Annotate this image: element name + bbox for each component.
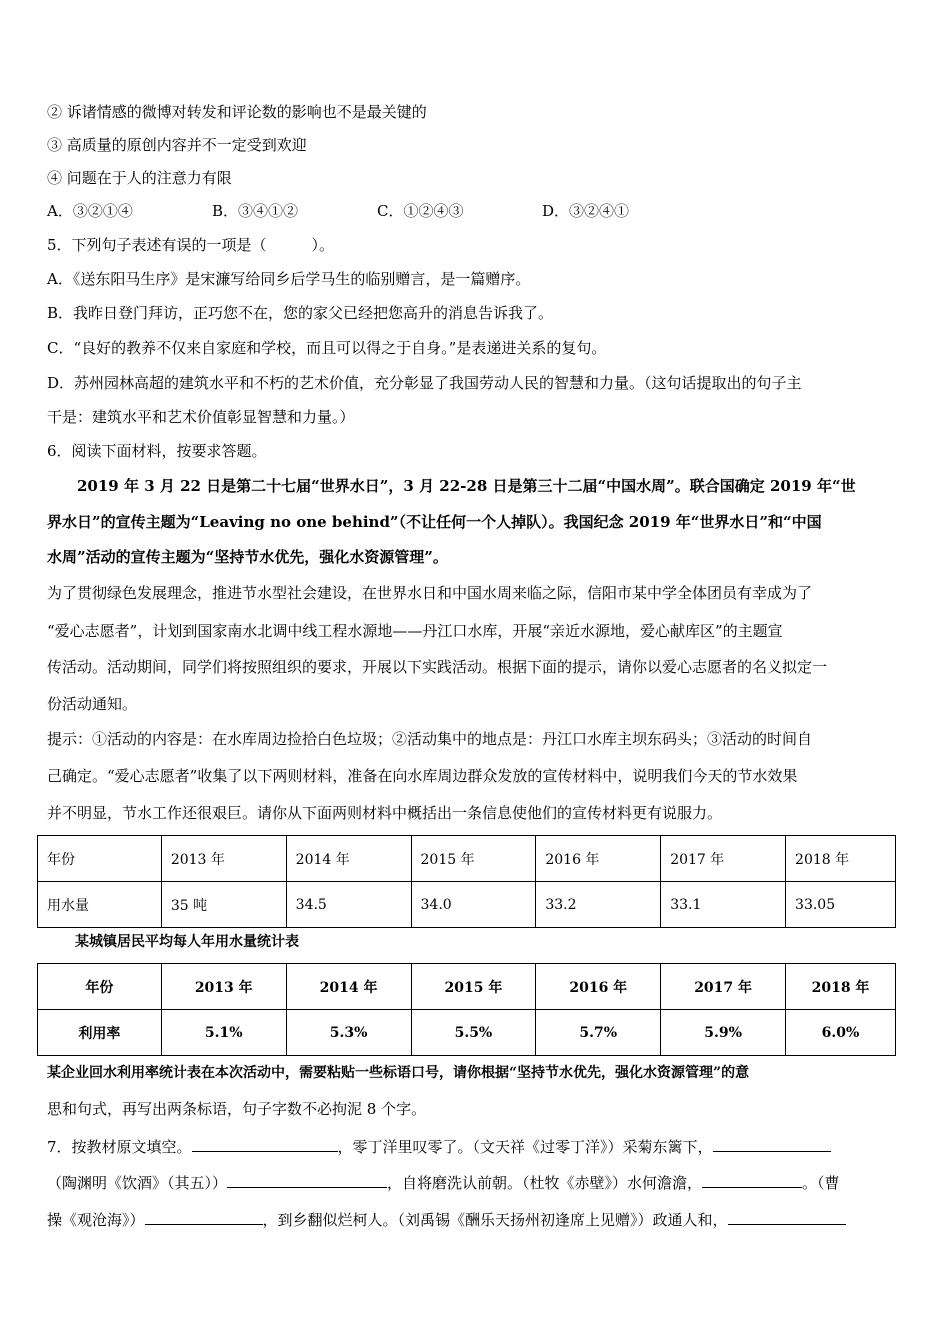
- question-7-text: 。（曹: [802, 1174, 840, 1192]
- table-cell: 5.1%: [161, 1010, 286, 1056]
- table-2-caption-and-task-line1: 某企业回水利用率统计表在本次活动中，需要粘贴一些标语口号，请你根据“坚持节水优先，强化水资源管理”的意: [47, 1065, 750, 1081]
- table-cell: 5.7%: [536, 1010, 661, 1056]
- table-cell: 2017 年: [661, 964, 786, 1010]
- task-line2: 思和句式，再写出两条标语，句子字数不必拘泥 8 个字。: [47, 1100, 427, 1118]
- table-cell: 用水量: [38, 882, 162, 928]
- question-7-stem: 7．按教材原文填空。: [47, 1138, 192, 1156]
- hint-line3: 并不明显，节水工作还很艰巨。请你从下面两则材料中概括出一条信息使他们的宣传材料更有说服力。: [47, 804, 723, 822]
- table-cell: 2013 年: [161, 964, 286, 1010]
- table-cell: 2016 年: [536, 836, 661, 882]
- table-cell: 33.1: [661, 882, 786, 928]
- option-c: C．①②④③: [377, 202, 464, 220]
- hint-line1: 提示：①活动的内容是：在水库周边捡拾白色垃圾；②活动集中的地点是：丹江口水库主坝东码头；③活动的时间自: [47, 730, 813, 748]
- question-5-option-d-line2: 干是：建筑水平和艺术价值彰显智慧和力量。）: [47, 408, 355, 426]
- question-5-option-d-line1: D．苏州园林高超的建筑水平和不朽的艺术价值，充分彰显了我国劳动人民的智慧和力量。（这句话提取出的句子主: [47, 374, 802, 392]
- statement-4: ④ 问题在于人的注意力有限: [47, 169, 232, 187]
- table-cell: 年份: [38, 964, 162, 1010]
- water-recycling-table: [37, 963, 896, 1056]
- question-5-option-b: B．我昨日登门拜访，正巧您不在，您的家父已经把您高升的消息告诉我了。: [47, 304, 554, 322]
- table-cell: 2014 年: [286, 836, 411, 882]
- fill-blank-5[interactable]: [145, 1208, 263, 1225]
- statement-2: ② 诉诸情感的微博对转发和评论数的影响也不是最关键的: [47, 103, 427, 121]
- table-cell: 5.9%: [661, 1010, 786, 1056]
- question-7-text: ，零丁洋里叹零了。（文天祥《过零丁洋》）采菊东篱下，: [337, 1138, 713, 1156]
- fill-blank-4[interactable]: [702, 1171, 802, 1188]
- table-cell: 2016 年: [536, 964, 661, 1010]
- material-paragraph-2-line1: 为了贯彻绿色发展理念，推进节水型社会建设，在世界水日和中国水周来临之际，信阳市某中学全体团员有幸成为了: [47, 584, 813, 602]
- water-usage-table: [37, 835, 896, 928]
- table-row: [38, 836, 896, 882]
- table-row: [38, 882, 896, 928]
- table-row: [38, 964, 896, 1010]
- question-6: 6．阅读下面材料，按要求答题。: [47, 442, 267, 460]
- table-cell: 2015 年: [411, 964, 536, 1010]
- table-cell: 34.5: [286, 882, 411, 928]
- table-cell: 2017 年: [661, 836, 786, 882]
- question-7-text: ，自将磨洗认前朝。（杜牧《赤壁》）水何澹澹，: [387, 1174, 703, 1192]
- question-5: 5．下列句子表述有误的一项是（ ）。: [47, 236, 335, 254]
- material-paragraph-1-line1: 2019 年 3 月 22 日是第二十七届“世界水日”，3 月 22-28 日是第三十二届“中国水周”。联合国确定 2019 年“世: [47, 477, 856, 495]
- material-paragraph-2-line4: 份活动通知。: [47, 695, 138, 713]
- question-7-line3: [47, 1208, 846, 1230]
- table-cell: 6.0%: [786, 1010, 896, 1056]
- material-paragraph-2-line2: “爱心志愿者”，计划到国家南水北调中线工程水源地——丹江口水库，开展“亲近水源地，爱心献库区”的主题宣: [47, 622, 783, 640]
- option-d: D．③②④①: [542, 202, 630, 220]
- option-a: A．③②①④: [47, 202, 133, 220]
- material-paragraph-2-line3: 传活动。活动期间，同学们将按照组织的要求，开展以下实践活动。根据下面的提示，请你以爱心志愿者的名义拟定一: [47, 658, 828, 676]
- table-cell: 2013 年: [161, 836, 286, 882]
- fill-blank-1[interactable]: [192, 1135, 338, 1152]
- table-cell: 2015 年: [411, 836, 536, 882]
- table-row: [38, 1010, 896, 1056]
- table-1-caption: 某城镇居民平均每人年用水量统计表: [47, 934, 299, 950]
- table-cell: 年份: [38, 836, 162, 882]
- question-5-option-a: A．《送东阳马生序》是宋濂写给同乡后学马生的临别赠言，是一篇赠序。: [47, 270, 531, 288]
- table-cell: 2014 年: [286, 964, 411, 1010]
- table-cell: 33.2: [536, 882, 661, 928]
- statement-3: ③ 高质量的原创内容并不一定受到欢迎: [47, 136, 307, 154]
- material-paragraph-1-line3: 水周”活动的宣传主题为“坚持节水优先，强化水资源管理”。: [47, 548, 448, 566]
- fill-blank-3[interactable]: [227, 1171, 387, 1188]
- option-b: B．③④①②: [212, 202, 299, 220]
- table-cell: 35 吨: [161, 882, 286, 928]
- question-7-text: （陶渊明《饮酒》（其五））: [47, 1174, 228, 1192]
- fill-blank-6[interactable]: [728, 1208, 846, 1225]
- table-cell: 利用率: [38, 1010, 162, 1056]
- question-7-text: ，到乡翻似烂柯人。（刘禹锡《酬乐天扬州初逢席上见赠》）政通人和，: [262, 1211, 728, 1229]
- question-7-text: 操《观沧海》）: [47, 1211, 145, 1229]
- fill-blank-2[interactable]: [713, 1135, 831, 1152]
- question-7-line1: [47, 1135, 831, 1157]
- material-paragraph-1-line2: 界水日”的宣传主题为“Leaving no one behind”（不让任何一个人掉队）。我国纪念 2019 年“世界水日”和“中国: [47, 513, 822, 531]
- table-cell: 5.3%: [286, 1010, 411, 1056]
- question-7-line2: [47, 1171, 840, 1193]
- table-cell: 33.05: [786, 882, 896, 928]
- question-5-option-c: C．“良好的教养不仅来自家庭和学校，而且可以得之于自身。”是表递进关系的复句。: [47, 339, 607, 357]
- table-cell: 34.0: [411, 882, 536, 928]
- table-cell: 5.5%: [411, 1010, 536, 1056]
- hint-line2: 己确定。“爱心志愿者”收集了以下两则材料，准备在向水库周边群众发放的宣传材料中，说明我们今天的节水效果: [47, 767, 798, 785]
- table-cell: 2018 年: [786, 836, 896, 882]
- table-cell: 2018 年: [786, 964, 896, 1010]
